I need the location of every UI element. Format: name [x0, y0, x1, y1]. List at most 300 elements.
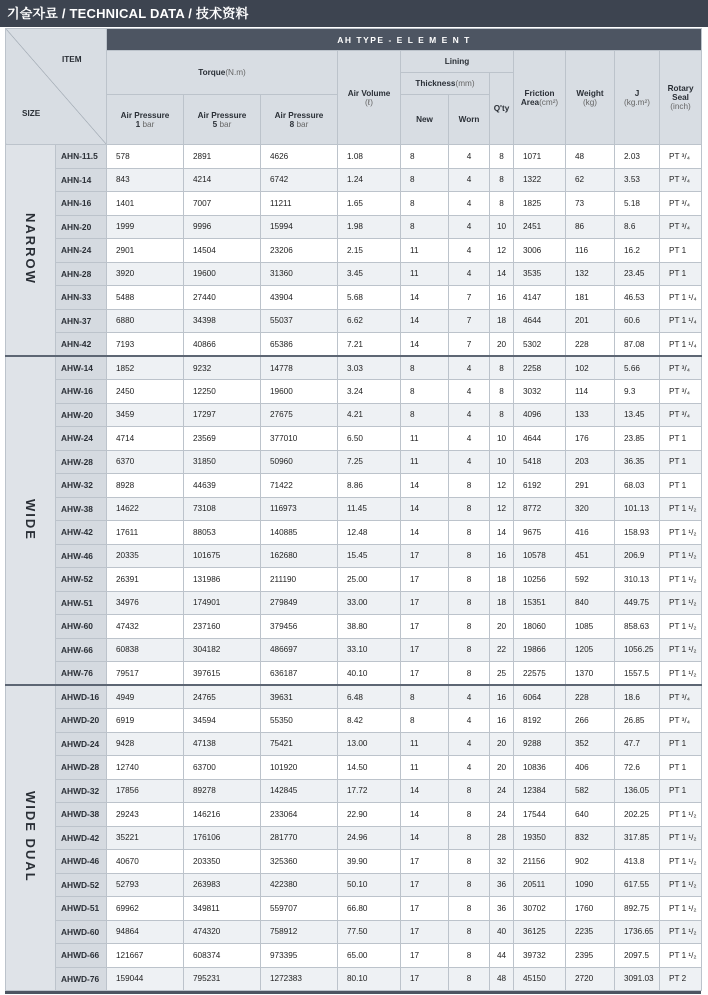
lining-new-cell: 11: [401, 756, 449, 780]
lining-new-cell: 14: [401, 286, 449, 310]
torque-5bar-cell: 34398: [184, 309, 261, 333]
qty-cell: 32: [490, 850, 514, 874]
weight-cell: 181: [566, 286, 615, 310]
lining-worn-cell: 8: [449, 779, 490, 803]
torque-1bar-cell: 52793: [107, 873, 184, 897]
torque-1bar-cell: 843: [107, 168, 184, 192]
weight-cell: 592: [566, 568, 615, 592]
torque-1bar-cell: 69962: [107, 897, 184, 921]
qty-header: Q'ty: [490, 73, 514, 145]
torque-8bar-cell: 4626: [261, 145, 338, 169]
ap5-value: 5: [212, 119, 218, 129]
torque-8bar-cell: 31360: [261, 262, 338, 286]
torque-1bar-cell: 1852: [107, 356, 184, 380]
model-cell: AHW-16: [56, 380, 107, 404]
rotary-seal-cell: PT 1 ¹/₂: [660, 920, 702, 944]
torque-8bar-cell: 486697: [261, 638, 338, 662]
friction-area-cell: 45150: [514, 967, 566, 991]
torque-8bar-cell: 6742: [261, 168, 338, 192]
air-volume-cell: 7.21: [338, 333, 401, 357]
torque-5bar-cell: 131986: [184, 568, 261, 592]
rotary-seal-cell: PT 1 ¹/₄: [660, 309, 702, 333]
friction-area-cell: 22575: [514, 662, 566, 686]
lining-worn-cell: 4: [449, 262, 490, 286]
qty-cell: 25: [490, 662, 514, 686]
rotary-seal-cell: PT 1 ¹/₂: [660, 497, 702, 521]
torque-1bar-cell: 79517: [107, 662, 184, 686]
weight-cell: 352: [566, 732, 615, 756]
lining-new-cell: 8: [401, 709, 449, 733]
model-cell: AHW-24: [56, 427, 107, 451]
weight-cell: 406: [566, 756, 615, 780]
friction-area-cell: 9675: [514, 521, 566, 545]
rotary-seal-cell: PT ³/₄: [660, 215, 702, 239]
torque-8bar-cell: 43904: [261, 286, 338, 310]
rotary-seal-cell: PT 1: [660, 450, 702, 474]
weight-unit: (kg): [582, 97, 598, 107]
torque-1bar-cell: 8928: [107, 474, 184, 498]
torque-8bar-cell: 377010: [261, 427, 338, 451]
torque-5bar-cell: 176106: [184, 826, 261, 850]
qty-cell: 22: [490, 638, 514, 662]
table-row: [6, 239, 702, 263]
torque-1bar-cell: 1999: [107, 215, 184, 239]
qty-cell: 48: [490, 967, 514, 991]
rotary-seal-cell: PT 1 ¹/₂: [660, 615, 702, 639]
air-volume-cell: 5.68: [338, 286, 401, 310]
air-volume-cell: 4.21: [338, 403, 401, 427]
rotary-seal-cell: PT ³/₄: [660, 356, 702, 380]
air-pressure-5-header: [184, 95, 261, 145]
lining-new-cell: 17: [401, 615, 449, 639]
friction-area-cell: 10578: [514, 544, 566, 568]
ah-type-header: AH TYPE - E L E M E N T: [107, 29, 702, 51]
weight-cell: 1090: [566, 873, 615, 897]
lining-new-cell: 17: [401, 873, 449, 897]
friction-area-cell: 8192: [514, 709, 566, 733]
table-row: [6, 356, 702, 380]
torque-8bar-cell: 636187: [261, 662, 338, 686]
friction-label: Friction: [524, 88, 555, 98]
lining-worn-cell: 7: [449, 309, 490, 333]
lining-worn-cell: 7: [449, 333, 490, 357]
friction-area-cell: 39732: [514, 944, 566, 968]
j-cell: 1056.25: [615, 638, 660, 662]
qty-cell: 8: [490, 380, 514, 404]
j-cell: 87.08: [615, 333, 660, 357]
torque-1bar-cell: 34976: [107, 591, 184, 615]
lining-new-cell: 8: [401, 356, 449, 380]
weight-cell: 2395: [566, 944, 615, 968]
torque-1bar-cell: 6370: [107, 450, 184, 474]
air-volume-cell: 50.10: [338, 873, 401, 897]
torque-1bar-cell: 29243: [107, 803, 184, 827]
table-row: [6, 662, 702, 686]
lining-worn-cell: 4: [449, 403, 490, 427]
rotary-seal-cell: PT 1 ¹/₂: [660, 662, 702, 686]
item-size-header: [6, 29, 107, 145]
model-cell: AHN-14: [56, 168, 107, 192]
ap8-unit: bar: [296, 119, 309, 129]
friction-area-cell: 3006: [514, 239, 566, 263]
lining-worn-cell: 8: [449, 944, 490, 968]
torque-5bar-cell: 44639: [184, 474, 261, 498]
torque-1bar-cell: 14622: [107, 497, 184, 521]
weight-cell: 201: [566, 309, 615, 333]
j-cell: 16.2: [615, 239, 660, 263]
lining-worn-cell: 8: [449, 897, 490, 921]
torque-8bar-cell: 422380: [261, 873, 338, 897]
model-cell: AHN-24: [56, 239, 107, 263]
qty-cell: 14: [490, 521, 514, 545]
torque-1bar-cell: 17856: [107, 779, 184, 803]
rotary-seal-cell: PT 1: [660, 262, 702, 286]
friction-area-cell: 5418: [514, 450, 566, 474]
air-volume-cell: 40.10: [338, 662, 401, 686]
thickness-unit: (mm): [455, 79, 475, 88]
table-row: [6, 168, 702, 192]
torque-1bar-cell: 40670: [107, 850, 184, 874]
weight-cell: 133: [566, 403, 615, 427]
model-cell: AHWD-38: [56, 803, 107, 827]
air-volume-cell: 3.45: [338, 262, 401, 286]
rotary-seal-cell: PT 1 ¹/₂: [660, 944, 702, 968]
torque-8bar-cell: 973395: [261, 944, 338, 968]
rotary-seal-cell: PT 1 ¹/₂: [660, 826, 702, 850]
page-title: 기술자료 / TECHNICAL DATA / 技术资料: [0, 0, 708, 27]
weight-cell: 266: [566, 709, 615, 733]
torque-8bar-cell: 325360: [261, 850, 338, 874]
air-volume-cell: 66.80: [338, 897, 401, 921]
rotary-unit: (inch): [670, 102, 691, 111]
lining-worn-cell: 4: [449, 356, 490, 380]
table-row: [6, 497, 702, 521]
table-row: [6, 286, 702, 310]
table-row: [6, 850, 702, 874]
j-cell: 3.53: [615, 168, 660, 192]
air-volume-cell: 14.50: [338, 756, 401, 780]
j-cell: 23.85: [615, 427, 660, 451]
lining-worn-cell: 8: [449, 803, 490, 827]
weight-cell: 228: [566, 333, 615, 357]
ap1-value: 1: [135, 119, 141, 129]
qty-cell: 8: [490, 145, 514, 169]
friction-area-cell: 4096: [514, 403, 566, 427]
weight-cell: 2720: [566, 967, 615, 991]
torque-8bar-cell: 162680: [261, 544, 338, 568]
torque-8bar-cell: 19600: [261, 380, 338, 404]
friction-area-cell: 3535: [514, 262, 566, 286]
qty-cell: 18: [490, 591, 514, 615]
j-cell: 202.25: [615, 803, 660, 827]
weight-cell: 1085: [566, 615, 615, 639]
table-row: [6, 521, 702, 545]
model-cell: AHWD-42: [56, 826, 107, 850]
lining-new-cell: 14: [401, 333, 449, 357]
torque-5bar-cell: 31850: [184, 450, 261, 474]
ap5-label: Air Pressure: [197, 110, 247, 120]
table-body: [6, 145, 702, 991]
table-row: [6, 709, 702, 733]
table-row: [6, 403, 702, 427]
model-cell: AHW-51: [56, 591, 107, 615]
model-cell: AHN-37: [56, 309, 107, 333]
technical-data-table: [5, 28, 702, 991]
torque-1bar-cell: 1401: [107, 192, 184, 216]
lining-worn-cell: 4: [449, 427, 490, 451]
torque-5bar-cell: 34594: [184, 709, 261, 733]
torque-5bar-cell: 101675: [184, 544, 261, 568]
table-row: [6, 450, 702, 474]
model-cell: AHWD-76: [56, 967, 107, 991]
torque-1bar-cell: 94864: [107, 920, 184, 944]
friction-area-cell: 2451: [514, 215, 566, 239]
lining-worn-cell: 8: [449, 638, 490, 662]
air-volume-cell: 80.10: [338, 967, 401, 991]
weight-cell: 73: [566, 192, 615, 216]
air-volume-cell: 39.90: [338, 850, 401, 874]
model-cell: AHWD-16: [56, 685, 107, 709]
friction-area-cell: 6192: [514, 474, 566, 498]
rotary-seal-cell: PT 1 ¹/₂: [660, 873, 702, 897]
j-cell: 26.85: [615, 709, 660, 733]
lining-worn-cell: 4: [449, 756, 490, 780]
torque-1bar-cell: 159044: [107, 967, 184, 991]
lining-new-cell: 17: [401, 897, 449, 921]
model-cell: AHWD-60: [56, 920, 107, 944]
air-volume-cell: 33.00: [338, 591, 401, 615]
torque-label: Torque: [198, 68, 226, 77]
air-volume-cell: 65.00: [338, 944, 401, 968]
item-header: ITEM: [62, 55, 82, 64]
weight-cell: 102: [566, 356, 615, 380]
torque-1bar-cell: 26391: [107, 568, 184, 592]
lining-worn-cell: 4: [449, 380, 490, 404]
air-volume-cell: 6.62: [338, 309, 401, 333]
friction-area-cell: 10836: [514, 756, 566, 780]
friction-area-cell: 1071: [514, 145, 566, 169]
model-cell: AHW-76: [56, 662, 107, 686]
j-cell: 3091.03: [615, 967, 660, 991]
table-row: [6, 897, 702, 921]
friction-area-cell: 19866: [514, 638, 566, 662]
table-row: [6, 873, 702, 897]
lining-worn-cell: 7: [449, 286, 490, 310]
lining-worn-cell: 8: [449, 591, 490, 615]
torque-5bar-cell: 24765: [184, 685, 261, 709]
table-row: [6, 474, 702, 498]
torque-1bar-cell: 7193: [107, 333, 184, 357]
model-cell: AHW-20: [56, 403, 107, 427]
thickness-label: Thickness: [415, 79, 456, 88]
lining-new-cell: 17: [401, 920, 449, 944]
rotary-seal-cell: PT 1 ¹/₂: [660, 850, 702, 874]
qty-cell: 10: [490, 215, 514, 239]
qty-cell: 18: [490, 309, 514, 333]
rotary-seal-cell: PT 1 ¹/₂: [660, 591, 702, 615]
j-cell: 5.66: [615, 356, 660, 380]
lining-new-cell: 17: [401, 967, 449, 991]
model-cell: AHW-46: [56, 544, 107, 568]
size-category: [6, 145, 56, 357]
lining-new-cell: 14: [401, 826, 449, 850]
torque-8bar-cell: 50960: [261, 450, 338, 474]
j-cell: 413.8: [615, 850, 660, 874]
size-category-label: NARROW: [23, 213, 38, 285]
rotary-label: Rotary: [667, 84, 694, 93]
lining-new-cell: 17: [401, 944, 449, 968]
ap8-value: 8: [289, 119, 295, 129]
rotary-seal-cell: PT 1: [660, 732, 702, 756]
lining-worn-cell: 4: [449, 168, 490, 192]
torque-1bar-cell: 5488: [107, 286, 184, 310]
seal-label: Seal: [672, 93, 689, 102]
weight-cell: 640: [566, 803, 615, 827]
torque-5bar-cell: 89278: [184, 779, 261, 803]
torque-unit: (N.m): [225, 68, 246, 77]
size-header: SIZE: [22, 109, 41, 118]
j-cell: 2097.5: [615, 944, 660, 968]
model-cell: AHWD-32: [56, 779, 107, 803]
table-row: [6, 615, 702, 639]
friction-area-cell: 6064: [514, 685, 566, 709]
friction-label-2: Area: [520, 97, 540, 107]
lining-new-cell: 14: [401, 779, 449, 803]
air-volume-cell: 3.03: [338, 356, 401, 380]
torque-5bar-cell: 27440: [184, 286, 261, 310]
rotary-seal-cell: PT ³/₄: [660, 168, 702, 192]
air-volume-cell: 3.24: [338, 380, 401, 404]
air-volume-cell: 8.42: [338, 709, 401, 733]
torque-5bar-cell: 608374: [184, 944, 261, 968]
torque-5bar-cell: 17297: [184, 403, 261, 427]
table-row: [6, 638, 702, 662]
j-cell: 317.85: [615, 826, 660, 850]
qty-cell: 14: [490, 262, 514, 286]
air-volume-cell: 25.00: [338, 568, 401, 592]
rotary-seal-cell: PT 1: [660, 779, 702, 803]
torque-8bar-cell: 55037: [261, 309, 338, 333]
torque-5bar-cell: 2891: [184, 145, 261, 169]
weight-cell: 62: [566, 168, 615, 192]
j-cell: 206.9: [615, 544, 660, 568]
ap1-label: Air Pressure: [120, 110, 170, 120]
weight-cell: 48: [566, 145, 615, 169]
air-volume-cell: 7.25: [338, 450, 401, 474]
torque-5bar-cell: 12250: [184, 380, 261, 404]
weight-cell: 2235: [566, 920, 615, 944]
lining-new-cell: 8: [401, 685, 449, 709]
ap1-unit: bar: [142, 119, 155, 129]
weight-header: [566, 51, 615, 145]
lining-new-cell: 14: [401, 309, 449, 333]
torque-1bar-cell: 47432: [107, 615, 184, 639]
torque-5bar-cell: 263983: [184, 873, 261, 897]
torque-5bar-cell: 349811: [184, 897, 261, 921]
lining-new-cell: 14: [401, 521, 449, 545]
lining-worn-cell: 4: [449, 145, 490, 169]
qty-cell: 24: [490, 779, 514, 803]
lining-header: Lining: [401, 51, 514, 73]
worn-header: Worn: [449, 95, 490, 145]
rotary-seal-cell: PT 2: [660, 967, 702, 991]
j-cell: 46.53: [615, 286, 660, 310]
j-cell: 1557.5: [615, 662, 660, 686]
rotary-seal-cell: PT 1 ¹/₂: [660, 897, 702, 921]
lining-new-cell: 17: [401, 850, 449, 874]
torque-1bar-cell: 4949: [107, 685, 184, 709]
torque-5bar-cell: 146216: [184, 803, 261, 827]
torque-1bar-cell: 121667: [107, 944, 184, 968]
ap8-label: Air Pressure: [274, 110, 324, 120]
lining-worn-cell: 8: [449, 873, 490, 897]
lining-new-cell: 14: [401, 803, 449, 827]
rotary-seal-cell: PT ³/₄: [660, 192, 702, 216]
model-cell: AHN-20: [56, 215, 107, 239]
j-cell: 1736.65: [615, 920, 660, 944]
air-volume-cell: 6.50: [338, 427, 401, 451]
friction-area-cell: 4147: [514, 286, 566, 310]
friction-area-cell: 3032: [514, 380, 566, 404]
torque-5bar-cell: 47138: [184, 732, 261, 756]
weight-cell: 451: [566, 544, 615, 568]
qty-cell: 12: [490, 474, 514, 498]
model-cell: AHN-16: [56, 192, 107, 216]
torque-5bar-cell: 9996: [184, 215, 261, 239]
j-unit: (kg.m²): [624, 97, 650, 107]
rotary-seal-cell: PT ³/₄: [660, 709, 702, 733]
lining-new-cell: 17: [401, 638, 449, 662]
lining-worn-cell: 4: [449, 450, 490, 474]
model-cell: AHWD-66: [56, 944, 107, 968]
torque-1bar-cell: 3459: [107, 403, 184, 427]
model-cell: AHW-38: [56, 497, 107, 521]
air-volume-cell: 22.90: [338, 803, 401, 827]
air-volume-header: [338, 51, 401, 145]
j-cell: 2.03: [615, 145, 660, 169]
lining-worn-cell: 4: [449, 239, 490, 263]
size-category-label: WIDE: [23, 498, 38, 541]
weight-cell: 1760: [566, 897, 615, 921]
table-row: [6, 380, 702, 404]
torque-8bar-cell: 116973: [261, 497, 338, 521]
table-row: [6, 779, 702, 803]
rotary-seal-header: [660, 51, 702, 145]
friction-area-cell: 12384: [514, 779, 566, 803]
torque-8bar-cell: 23206: [261, 239, 338, 263]
rotary-seal-cell: PT 1 ¹/₂: [660, 638, 702, 662]
torque-1bar-cell: 4714: [107, 427, 184, 451]
j-cell: 9.3: [615, 380, 660, 404]
torque-8bar-cell: 27675: [261, 403, 338, 427]
lining-worn-cell: 4: [449, 732, 490, 756]
lining-new-cell: 14: [401, 497, 449, 521]
lining-worn-cell: 4: [449, 685, 490, 709]
qty-cell: 20: [490, 756, 514, 780]
rotary-seal-cell: PT ³/₄: [660, 145, 702, 169]
table-row: [6, 803, 702, 827]
air-pressure-1-header: [107, 95, 184, 145]
air-volume-cell: 6.48: [338, 685, 401, 709]
qty-cell: 10: [490, 450, 514, 474]
lining-worn-cell: 8: [449, 615, 490, 639]
friction-area-cell: 4644: [514, 427, 566, 451]
qty-cell: 40: [490, 920, 514, 944]
j-cell: 892.75: [615, 897, 660, 921]
torque-5bar-cell: 23569: [184, 427, 261, 451]
rotary-seal-cell: PT 1: [660, 427, 702, 451]
model-cell: AHN-42: [56, 333, 107, 357]
